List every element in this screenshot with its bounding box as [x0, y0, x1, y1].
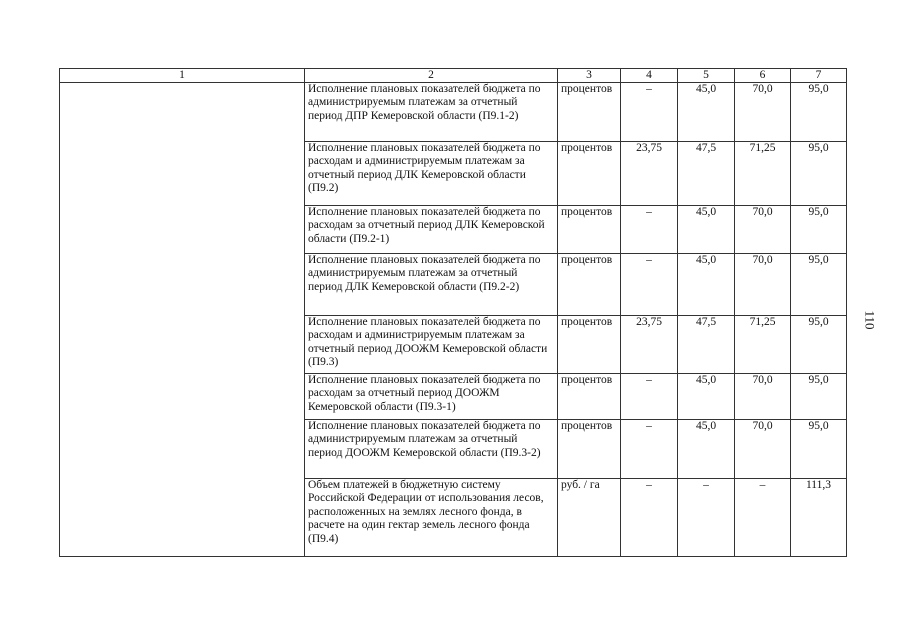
- indicator-name-cell: Исполнение плановых показателей бюджета по администрируемым платежам за отчетный период ДПР Кемеровской области (П9.1-2): [305, 83, 558, 142]
- value-cell-7: 95,0: [791, 83, 847, 142]
- unit-cell: процентов: [558, 420, 621, 479]
- table-row: [60, 316, 847, 374]
- row-blank-cell: [60, 142, 305, 206]
- table-row: [60, 83, 847, 142]
- unit-cell: руб. / га: [558, 479, 621, 557]
- row-blank-cell: [60, 420, 305, 479]
- value-cell-7: 95,0: [791, 254, 847, 316]
- unit-cell: процентов: [558, 374, 621, 420]
- column-header-4: 4: [621, 69, 678, 83]
- value-cell-5: 47,5: [678, 142, 735, 206]
- indicator-name-cell: Исполнение плановых показателей бюджета по расходам и администрируемым платежам за отчетный период ДЛК Кемеровской области (П9.2): [305, 142, 558, 206]
- value-cell-7: 95,0: [791, 142, 847, 206]
- indicator-name-cell: Объем платежей в бюджетную систему Российской Федерации от использования лесов, расположенных на землях лесного фонда, в расчете на один гектар земель лесного фонда (П9.4): [305, 479, 558, 557]
- value-cell-7: 95,0: [791, 420, 847, 479]
- table-row: [60, 142, 847, 206]
- value-cell-4: 23,75: [621, 142, 678, 206]
- table-row: [60, 374, 847, 420]
- value-cell-7: 111,3: [791, 479, 847, 557]
- value-cell-4: –: [621, 206, 678, 254]
- indicator-name-cell: Исполнение плановых показателей бюджета по расходам за отчетный период ДООЖМ Кемеровской области (П9.3-1): [305, 374, 558, 420]
- row-blank-cell: [60, 316, 305, 374]
- column-header-3: 3: [558, 69, 621, 83]
- value-cell-5: 45,0: [678, 254, 735, 316]
- value-cell-7: 95,0: [791, 374, 847, 420]
- row-blank-cell: [60, 83, 305, 142]
- value-cell-7: 95,0: [791, 316, 847, 374]
- value-cell-5: 47,5: [678, 316, 735, 374]
- table-row: [60, 420, 847, 479]
- value-cell-4: –: [621, 374, 678, 420]
- indicator-table: [59, 68, 847, 557]
- value-cell-6: 70,0: [735, 206, 791, 254]
- unit-cell: процентов: [558, 254, 621, 316]
- column-header-6: 6: [735, 69, 791, 83]
- column-header-1: 1: [60, 69, 305, 83]
- header-row: [60, 69, 847, 83]
- indicator-name-cell: Исполнение плановых показателей бюджета по расходам за отчетный период ДЛК Кемеровской области (П9.2-1): [305, 206, 558, 254]
- value-cell-5: –: [678, 479, 735, 557]
- row-blank-cell: [60, 374, 305, 420]
- column-header-2: 2: [305, 69, 558, 83]
- value-cell-6: 71,25: [735, 316, 791, 374]
- indicator-name-cell: Исполнение плановых показателей бюджета по администрируемым платежам за отчетный период ДООЖМ Кемеровской области (П9.3-2): [305, 420, 558, 479]
- value-cell-4: –: [621, 254, 678, 316]
- row-blank-cell: [60, 479, 305, 557]
- unit-cell: процентов: [558, 316, 621, 374]
- value-cell-4: –: [621, 479, 678, 557]
- unit-cell: процентов: [558, 83, 621, 142]
- value-cell-6: 70,0: [735, 420, 791, 479]
- value-cell-6: 71,25: [735, 142, 791, 206]
- value-cell-7: 95,0: [791, 206, 847, 254]
- table-body: [60, 83, 847, 557]
- value-cell-6: 70,0: [735, 374, 791, 420]
- value-cell-5: 45,0: [678, 83, 735, 142]
- table-row: [60, 254, 847, 316]
- indicator-name-cell: Исполнение плановых показателей бюджета по расходам и администрируемым платежам за отчетный период ДООЖМ Кемеровской области (П9.3): [305, 316, 558, 374]
- column-header-7: 7: [791, 69, 847, 83]
- value-cell-6: 70,0: [735, 254, 791, 316]
- value-cell-6: –: [735, 479, 791, 557]
- row-blank-cell: [60, 206, 305, 254]
- value-cell-6: 70,0: [735, 83, 791, 142]
- unit-cell: процентов: [558, 206, 621, 254]
- value-cell-5: 45,0: [678, 206, 735, 254]
- table-row: [60, 479, 847, 557]
- value-cell-4: 23,75: [621, 316, 678, 374]
- value-cell-5: 45,0: [678, 374, 735, 420]
- indicator-name-cell: Исполнение плановых показателей бюджета по администрируемым платежам за отчетный период ДЛК Кемеровской области (П9.2-2): [305, 254, 558, 316]
- page-number: 110: [862, 310, 878, 330]
- value-cell-4: –: [621, 420, 678, 479]
- table-row: [60, 206, 847, 254]
- row-blank-cell: [60, 254, 305, 316]
- column-header-5: 5: [678, 69, 735, 83]
- value-cell-5: 45,0: [678, 420, 735, 479]
- value-cell-4: –: [621, 83, 678, 142]
- unit-cell: процентов: [558, 142, 621, 206]
